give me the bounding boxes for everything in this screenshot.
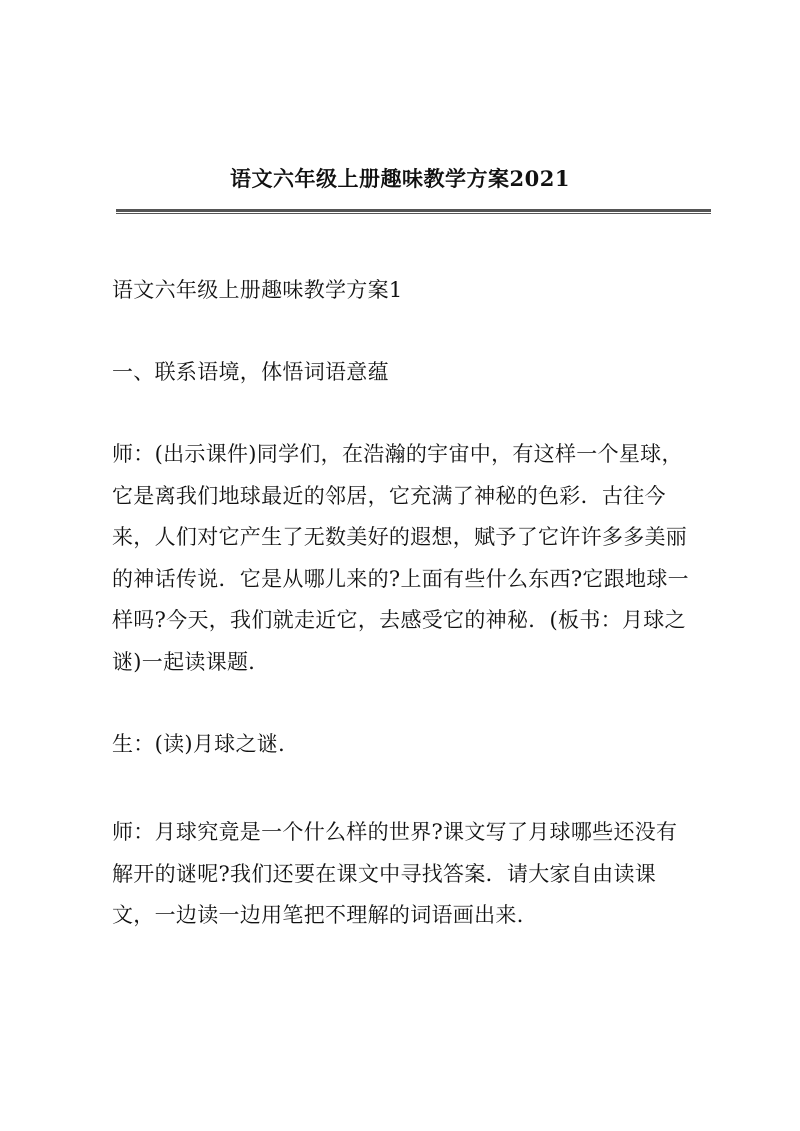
- title-divider: [116, 209, 711, 214]
- section-heading: 语文六年级上册趣味教学方案1: [112, 278, 403, 302]
- document-title: 语文六年级上册趣味教学方案2021: [230, 166, 570, 191]
- body-paragraph: 师：月球究竟是一个什么样的世界?课文写了月球哪些还没有解开的谜呢?我们还要在课文中寻找答案．请大家自由读课文，一边读一边用笔把不理解的词语画出来．: [112, 820, 678, 927]
- body-paragraph: 师：(出示课件)同学们，在浩瀚的宇宙中，有这样一个星球，它是离我们地球最近的邻居，它充满了神秘的色彩．古往今来，人们对它产生了无数美好的遐想，赋予了它许许多多美丽的神话传说．它是从哪儿来的?上面有些什么东西?它跟地球一样吗?今天，我们就走近它，去感受它的神秘．(板书：月球之谜)一起读课题．: [112, 442, 689, 674]
- body-paragraph: 生：(读)月球之谜．: [112, 732, 300, 756]
- subsection-heading: 一、联系语境，体悟词语意蕴: [112, 360, 389, 384]
